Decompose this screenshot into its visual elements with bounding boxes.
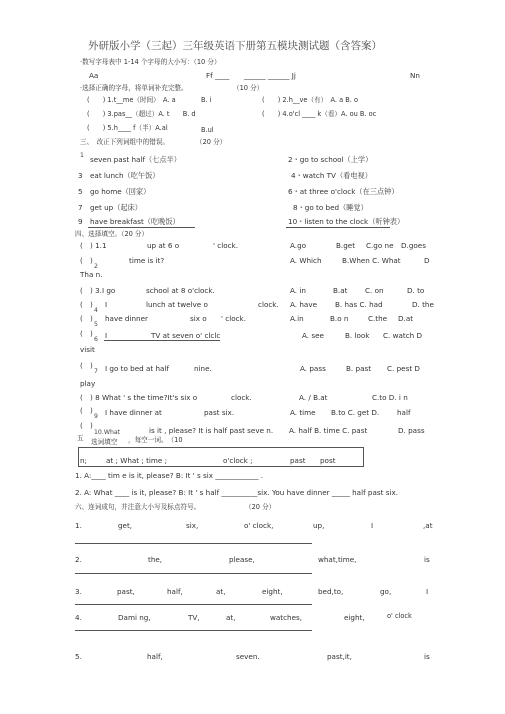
s4-q5-stem: have dinner — [105, 314, 148, 323]
s4-q6-option-b: B. look — [345, 331, 370, 340]
s6-r5-word: half, — [147, 652, 163, 661]
section2-score: （10 分） — [233, 84, 264, 92]
s4-q7-stem: I go to bed at half — [105, 364, 169, 373]
s4-q9-bracket: ( ) — [80, 406, 93, 415]
s4-q1-option-c: C.go ne — [366, 241, 394, 250]
s4-q4-option-a: A. have — [290, 300, 317, 309]
s6-answer-line-4 — [75, 630, 312, 631]
s6-r5-word: is — [424, 652, 430, 661]
s6-answer-line-1 — [75, 543, 312, 544]
s2-q1-option-b: B. i — [201, 96, 212, 104]
s2-q4: ( ) 4.o'cl ____ k（看）A. ou B. oc — [262, 110, 377, 118]
s4-q9-option-a: A. time — [290, 408, 316, 417]
s6-r3-word: bed,to, — [318, 587, 344, 596]
s2-q5-option-b: B.ul — [201, 126, 214, 134]
s3-item-4: 4・watch TV（看电视） — [291, 171, 372, 180]
s4-q2-number: 2 — [94, 263, 98, 270]
s4-q5-option-d: D.at — [398, 314, 414, 323]
s6-r2-word: the, — [148, 555, 163, 564]
letter-pair-n: Nn — [410, 71, 420, 80]
s5-sentence-2: 2. A: What ____ is it, please? B: It ' s half __________six. You have dinner _____ half past six. — [75, 488, 398, 497]
s3-item-9: have breakfast（吃晚饭） — [90, 217, 180, 226]
section6-score: （20 分） — [245, 503, 276, 511]
s3-item-1: seven past half（七点半） — [90, 155, 181, 164]
s4-q5-stem-mid: six o — [190, 314, 207, 323]
section5-heading: ，每空一词。 （10 — [128, 436, 183, 444]
s4-q1: ( ) 1.1 — [80, 241, 107, 250]
s4-q4-subject: I — [105, 300, 108, 309]
s3-item-3: eat lunch（吃午饭） — [90, 171, 160, 180]
s2-q2: ( ) 2.h__ve（有） A. a B. o — [262, 96, 358, 104]
letter-pair-j: ______ ______ Jj — [244, 71, 296, 80]
section4-heading: 四、选择填空。（20 分） — [75, 230, 149, 238]
s4-q5-option-b: B.o n — [330, 314, 349, 323]
s6-r3-word: past, — [117, 587, 135, 596]
s4-q3: ( ) 3.I go — [80, 286, 116, 295]
s6-answer-line-2 — [75, 573, 312, 574]
s4-q2-stem: time is it? — [129, 256, 165, 265]
s4-q4-stem-end: clock. — [258, 300, 279, 309]
s6-r1-number: 1. — [75, 521, 82, 530]
s6-r3-word: at, — [216, 587, 226, 596]
s4-q8-option-cd: C.to D. i n — [372, 393, 408, 402]
s4-q4-number: 4 — [94, 307, 98, 314]
s4-q1-stem-end: ' clock. — [213, 241, 239, 250]
s3-item-5: go home（回家） — [90, 187, 151, 196]
s4-q3-option-c: C. on — [365, 286, 384, 295]
s6-r1-word: I — [371, 521, 374, 530]
s3-divider-right — [286, 227, 390, 228]
s4-q9-option-half: half — [397, 408, 411, 417]
s4-q5-stem-end: ' clock. — [221, 314, 247, 323]
s3-divider-left — [88, 227, 195, 228]
s4-q7-option-a: A. pass — [300, 364, 326, 373]
s4-q6-bracket: ( ) — [80, 329, 93, 338]
s6-r4-number: 4. — [75, 613, 82, 622]
s4-q7-continued: play — [80, 379, 96, 388]
s4-q9-stem-end: past six. — [204, 408, 235, 417]
s4-q6-option-a: A. see — [302, 331, 324, 340]
word-bank-2: at ; What ; time ; — [106, 456, 168, 465]
s3-item-2: 2・go to school（上学） — [288, 155, 373, 164]
s6-r2-word: what,time, — [318, 555, 357, 564]
s4-q6-subject: I — [105, 331, 108, 340]
s3-num-5: 5 — [78, 187, 83, 196]
s6-r1-word: get, — [118, 521, 133, 530]
s6-r1-word: o' clock, — [244, 521, 274, 530]
s6-r5-number: 5. — [75, 652, 82, 661]
section3-score: （20 分） — [196, 138, 227, 146]
s2-q5: ( ) 5.h____ f（半）A.al — [87, 124, 168, 132]
s4-q6-stem: TV at seven o' clclc — [151, 331, 221, 340]
s6-r5-word: seven. — [236, 652, 260, 661]
s4-q6-option-cd: C. watch D — [383, 331, 423, 340]
s4-q1-option-d: D.goes — [401, 241, 426, 250]
s4-q4-option-bc: B. has C. had — [335, 300, 383, 309]
s4-q1-stem: up at 6 o — [147, 241, 180, 250]
s2-q3: ( ) 3.pas__（超过）A. t B. d — [87, 110, 196, 118]
s3-item-7: get up（起床） — [90, 203, 142, 212]
s5-sentence-1: 1. A:____ tim e is it, please? B: It ' s six ____________ . — [75, 471, 264, 480]
s4-q3-option-d: D. to — [407, 286, 425, 295]
s6-r4-word: o' clock — [387, 612, 412, 620]
s4-q9-stem: I have dinner at — [105, 408, 162, 417]
s4-q7-number: 7 — [94, 368, 98, 375]
s6-r2-word: please, — [229, 555, 255, 564]
s4-q3-stem: school at 8 o'clock. — [146, 286, 215, 295]
section5-number: 五 — [77, 434, 84, 442]
s6-r3-word: eight, — [262, 587, 283, 596]
s3-num-7: 7 — [78, 203, 83, 212]
s6-r4-word: TV, — [188, 613, 200, 622]
worksheet-title: 外研版小学（三起）三年级英语下册第五模块测试题（含答案） — [88, 40, 382, 52]
s6-r2-word: is — [424, 555, 430, 564]
s4-q9-option-bcd: B.to C. get D. — [331, 408, 380, 417]
s6-r4-word: Dami ng, — [118, 613, 151, 622]
word-bank-1: n; — [80, 456, 87, 465]
s4-q10-option-abc: A. half B. time C. past — [289, 426, 368, 435]
s4-q10-number: 10.What — [94, 429, 121, 436]
s6-r4-word: eight, — [344, 613, 365, 622]
s6-r5-word: past,it, — [327, 652, 352, 661]
s4-q2-option-bc: B.When C. What — [342, 256, 401, 265]
section3-heading: 三、 改正下列词组中的错误。 — [80, 138, 170, 146]
word-bank-5: post — [320, 456, 336, 465]
s4-q10-bracket: ( ) — [80, 421, 93, 430]
s4-q4-option-d: D. the — [412, 300, 434, 309]
s4-q9-number: 9 — [94, 413, 98, 420]
s6-r2-number: 2. — [75, 555, 82, 564]
s4-q3-option-b: B.at — [333, 286, 348, 295]
s4-q4-bracket: ( ) — [80, 300, 93, 309]
s4-q7-option-b: B. past — [346, 364, 372, 373]
s4-q4-stem: lunch at twelve o — [146, 300, 208, 309]
s3-num-9: 9 — [78, 217, 83, 226]
s4-q1-option-a: A.go — [290, 241, 307, 250]
s4-q8-stem-end: clock. — [231, 393, 252, 402]
s6-r1-word: up, — [313, 521, 325, 530]
section1-heading: ·数写字母表中 1-14 个字母的大小写：（10 分） — [80, 58, 221, 66]
s4-q7-bracket: ( ) — [80, 361, 93, 370]
s4-q8-option-ab: A. / B.at — [299, 393, 328, 402]
s6-r3-number: 3. — [75, 587, 82, 596]
s3-item-8: 8・go to bed（睡觉） — [293, 203, 368, 212]
s4-q5-option-c: C.the — [368, 314, 388, 323]
s6-r3-word: half, — [167, 587, 183, 596]
s6-r3-word: go, — [380, 587, 392, 596]
letter-pair-f: Ff ____ — [206, 71, 230, 80]
s4-q5-bracket: ( ) — [80, 314, 93, 323]
s4-q2-option-a: A. Which — [290, 256, 322, 265]
s4-q1-option-b: B.get — [336, 241, 356, 250]
section5-label: 选词填空 — [91, 438, 118, 446]
s4-q10-stem: is it , please? It is half past seve n. — [149, 426, 274, 435]
s4-q7-option-cd: C. pest D — [387, 364, 420, 373]
s6-r1-word: ,at — [423, 521, 433, 530]
s6-r4-word: at, — [226, 613, 236, 622]
word-bank-3: o'clock ; — [223, 456, 253, 465]
s3-item-6: 6・at three o'clock（在三点钟） — [288, 187, 399, 196]
s4-q7-stem-end: nine. — [194, 364, 212, 373]
s3-num-3: 3 — [78, 171, 83, 180]
s6-r4-word: watches, — [270, 613, 303, 622]
s6-r3-word: I — [426, 587, 429, 596]
s4-q5-option-a: A.in — [290, 314, 304, 323]
s4-q3-option-a: A. in — [290, 286, 306, 295]
s2-q1: ( ) 1.t__me（时间） A. a — [87, 96, 176, 104]
s6-r1-word: six, — [186, 521, 199, 530]
s6-answer-line-3 — [75, 604, 312, 605]
s4-q6-continued: visit — [80, 345, 95, 354]
s4-q8: ( ) 8 What ' s the time?It's six o — [80, 393, 198, 402]
section2-heading: ·选择正确的字母，将单词补充完整。 — [80, 84, 188, 92]
s4-q10-option-d: D. pass — [398, 426, 425, 435]
s4-q2-bracket: ( ) — [80, 256, 93, 265]
section6-heading: 六、连词成句，并注意大小写及标点符号。 — [75, 503, 201, 511]
s4-q5-number: 5 — [94, 321, 98, 328]
s4-q2-continued: Tha n. — [80, 270, 103, 279]
letter-pair-a: Aa — [89, 71, 99, 80]
s4-q2-option-d: D — [424, 256, 430, 265]
s4-q6-number: 6 — [94, 336, 98, 343]
s4-q6-underline — [104, 340, 220, 341]
word-bank-4: past — [290, 456, 306, 465]
s3-item-10: 10・listen to the clock（听钟表） — [288, 217, 405, 226]
s3-num-1: 1 — [80, 152, 84, 159]
